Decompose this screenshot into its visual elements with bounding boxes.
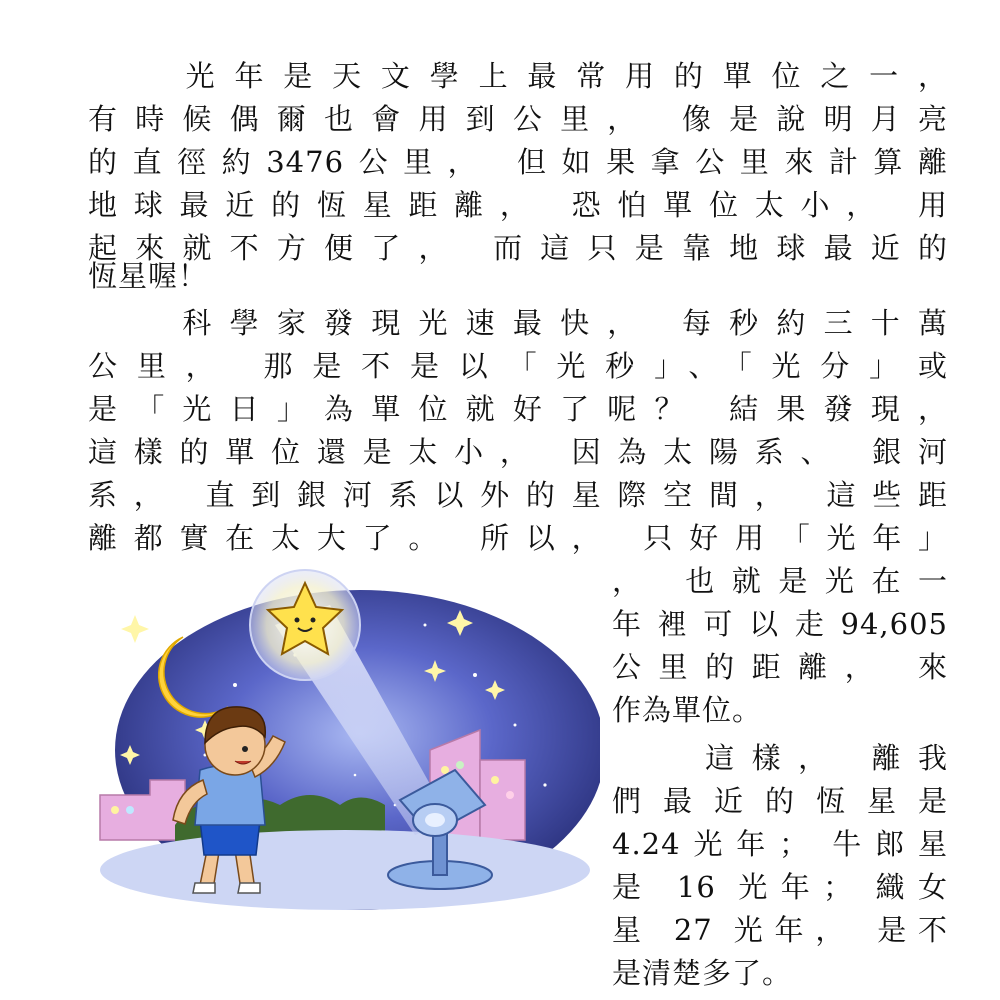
text-line: 光年是天文學上最常用的單位之一， bbox=[88, 59, 948, 93]
text-line: 地球最近的恆星距離， 恐怕單位太小， 用 bbox=[88, 188, 948, 222]
text-line: 起來就不方便了， 而這只是靠地球最近的 bbox=[88, 231, 948, 265]
text-line: 這樣， 離我 bbox=[612, 741, 948, 775]
text-line: ， 也就是光在一 bbox=[612, 564, 948, 598]
text-line: 們最近的恆星是 bbox=[612, 784, 948, 818]
text-line: 的直徑約3476公里， 但如果拿公里來計算離 bbox=[88, 145, 948, 179]
text-line: 是清楚多了。 bbox=[612, 956, 793, 990]
text-line: 科學家發現光速最快， 每秒約三十萬 bbox=[88, 306, 948, 340]
text-line: 作為單位。 bbox=[612, 693, 763, 727]
text-line: 公里的距離， 來 bbox=[612, 650, 948, 684]
text-line: 離都實在太大了。 所以， 只好用「光年」 bbox=[88, 521, 948, 555]
text-line: 4.24光年； 牛郎星 bbox=[612, 827, 948, 861]
ground bbox=[100, 830, 590, 910]
text-line: 星 27 光年， 是不 bbox=[612, 913, 948, 947]
text-line: 年裡可以走94,605 bbox=[612, 607, 948, 641]
text-line: 公里， 那是不是以「光秒」、「光分」或 bbox=[88, 349, 948, 383]
text-line: 有時候偶爾也會用到公里， 像是說明月亮 bbox=[88, 102, 948, 136]
text-line: 恆星喔！ bbox=[88, 259, 209, 293]
stargazing-illustration bbox=[95, 565, 600, 910]
text-line: 這樣的單位還是太小， 因為太陽系、 銀河 bbox=[88, 435, 948, 469]
text-line: 是「光日」為單位就好了呢？ 結果發現， bbox=[88, 392, 948, 426]
text-line: 系， 直到銀河系以外的星際空間， 這些距 bbox=[88, 478, 948, 512]
text-line: 是 16 光年； 織女 bbox=[612, 870, 948, 904]
